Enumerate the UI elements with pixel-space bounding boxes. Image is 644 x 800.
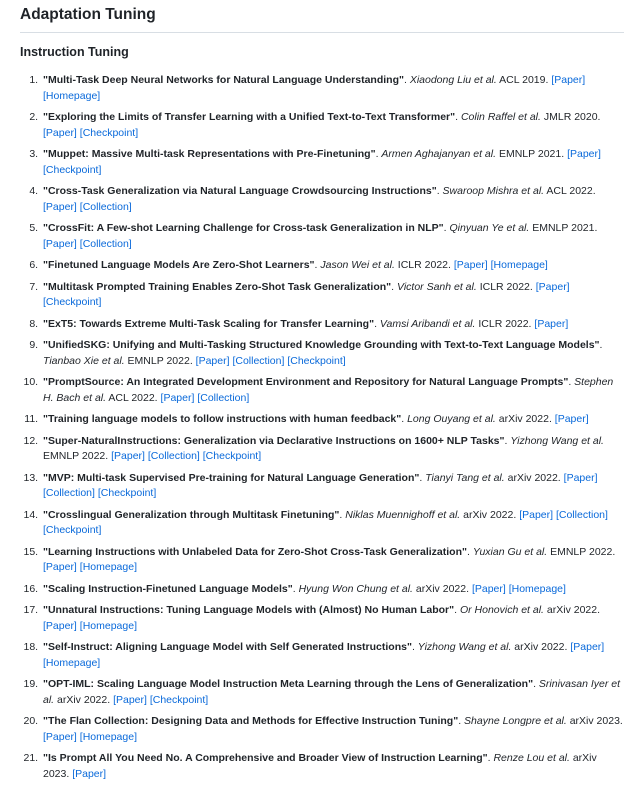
paper-authors: Yizhong Wang et al.: [510, 434, 604, 447]
subsection-heading-instruction-tuning: Instruction Tuning: [20, 45, 129, 59]
paper-title: "OPT-IML: Scaling Language Model Instruction Meta Learning through the Lens of Generalization": [43, 678, 534, 690]
paper-authors: Niklas Muennighoff et al.: [345, 508, 461, 521]
paper-link-paper[interactable]: [Paper]: [534, 317, 569, 330]
paper-link-paper[interactable]: [Paper]: [563, 471, 598, 484]
paper-link-paper[interactable]: [Paper]: [519, 508, 554, 521]
paper-authors: Yizhong Wang et al.: [417, 641, 512, 653]
paper-venue: ACL 2022.: [106, 391, 158, 404]
paper-link-paper[interactable]: [Paper]: [111, 450, 145, 462]
paper-link-paper[interactable]: [Paper]: [43, 200, 77, 213]
paper-link-checkpoint[interactable]: [Checkpoint]: [149, 693, 209, 706]
paper-venue: arXiv 2022.: [54, 693, 111, 706]
section-heading-adaptation-tuning: Adaptation Tuning: [20, 5, 624, 33]
paper-link-checkpoint[interactable]: [Checkpoint]: [202, 450, 262, 462]
paper-authors: Tianyi Tang et al.: [425, 471, 505, 484]
paper-link-paper[interactable]: [Paper]: [160, 391, 195, 404]
paper-venue: arXiv 2022.: [511, 641, 568, 653]
paper-link-checkpoint[interactable]: [Checkpoint]: [79, 126, 139, 139]
paper-authors: Xiaodong Liu et al.: [409, 74, 497, 86]
paper-link-paper[interactable]: [Paper]: [535, 280, 570, 293]
paper-item: 8. "ExT5: Towards Extreme Multi-Task Scaling for Transfer Learning". Vamsi Aribandi et al. ICLR 2022. [Paper]: [41, 317, 624, 333]
paper-link-collection[interactable]: [Collection]: [43, 487, 95, 499]
paper-link-collection[interactable]: [Collection]: [147, 450, 200, 462]
paper-authors: Swaroop Mishra et al.: [442, 185, 545, 197]
paper-link-paper[interactable]: [Paper]: [43, 619, 77, 632]
paper-title: "Finetuned Language Models Are Zero-Shot Learners": [43, 259, 315, 271]
paper-title: "Training language models to follow instructions with human feedback": [43, 413, 402, 425]
paper-item: 17. "Unnatural Instructions: Tuning Language Models with (Almost) No Human Labor". Or Honovich et al. arXiv 2022. [Paper] [Homepage]: [41, 603, 624, 634]
paper-item: 15. "Learning Instructions with Unlabeled Data for Zero-Shot Cross-Task Generalization". Yuxian Gu et al. EMNLP 2022. [Paper] [Homepage]: [41, 545, 624, 576]
paper-link-checkpoint[interactable]: [Checkpoint]: [43, 296, 102, 308]
paper-title: "Super-NaturalInstructions: Generalization via Declarative Instructions on 1600+ NLP Tasks": [43, 434, 505, 447]
paper-authors: Vamsi Aribandi et al.: [379, 317, 476, 330]
paper-authors: Stephen H. Bach et al.: [43, 376, 614, 404]
paper-item: 18. "Self-Instruct: Aligning Language Model with Self Generated Instructions". Yizhong Wang et al. arXiv 2022. [Paper] [Homepage]: [41, 640, 624, 671]
paper-title: "Self-Instruct: Aligning Language Model with Self Generated Instructions": [43, 641, 412, 653]
paper-venue: arXiv 2022.: [412, 582, 470, 595]
paper-venue: ACL 2022.: [544, 185, 596, 197]
paper-link-checkpoint[interactable]: [Checkpoint]: [287, 354, 346, 367]
paper-title: "Exploring the Limits of Transfer Learning with a Unified Text-to-Text Transformer": [43, 111, 456, 123]
paper-link-paper[interactable]: [Paper]: [43, 561, 77, 573]
paper-link-paper[interactable]: [Paper]: [551, 74, 586, 86]
paper-link-paper[interactable]: [Paper]: [195, 354, 230, 367]
paper-title: "The Flan Collection: Designing Data and Methods for Effective Instruction Tuning": [43, 715, 459, 727]
paper-link-homepage[interactable]: [Homepage]: [43, 89, 101, 102]
paper-title: "Crosslingual Generalization through Multitask Finetuning": [43, 508, 340, 521]
paper-item: 1. "Multi-Task Deep Neural Networks for Natural Language Understanding". Xiaodong Liu et al. ACL 2019. [Paper] [Homepage]: [41, 73, 624, 104]
paper-title: "Multi-Task Deep Neural Networks for Natural Language Understanding": [43, 74, 404, 86]
paper-title: "Learning Instructions with Unlabeled Data for Zero-Shot Cross-Task Generalization": [43, 545, 467, 558]
paper-title: "CrossFit: A Few-shot Learning Challenge for Cross-task Generalization in NLP": [43, 222, 444, 234]
paper-link-paper[interactable]: [Paper]: [72, 767, 107, 780]
paper-item: 13. "MVP: Multi-task Supervised Pre-training for Natural Language Generation". Tianyi Tang et al. arXiv 2022. [Paper] [Collection] [Checkpoint]: [41, 471, 624, 502]
paper-title: "Scaling Instruction-Finetuned Language Models": [43, 582, 293, 595]
paper-venue: EMNLP 2021.: [529, 222, 598, 234]
instruction-tuning-paper-list: [20, 73, 624, 782]
paper-item: 20. "The Flan Collection: Designing Data and Methods for Effective Instruction Tuning". Shayne Longpre et al. arXiv 2023. [Paper] [Homepage]: [41, 714, 624, 745]
paper-link-homepage[interactable]: [Homepage]: [79, 561, 137, 573]
paper-item: 6. "Finetuned Language Models Are Zero-Shot Learners". Jason Wei et al. ICLR 2022. [Paper] [Homepage]: [41, 258, 624, 274]
paper-item: 10. "PromptSource: An Integrated Development Environment and Repository for Natural Language Prompts". Stephen H. Bach et al. ACL 2022. [Paper] [Collection]: [41, 375, 624, 406]
paper-item: 21. "Is Prompt All You Need No. A Comprehensive and Broader View of Instruction Learning". Renze Lou et al. arXiv 2023. [Paper]: [41, 751, 624, 782]
paper-item: 16. "Scaling Instruction-Finetuned Language Models". Hyung Won Chung et al. arXiv 2022. [Paper] [Homepage]: [41, 582, 624, 598]
paper-link-checkpoint[interactable]: [Checkpoint]: [43, 524, 102, 536]
paper-venue: arXiv 2022.: [495, 413, 552, 425]
paper-link-collection[interactable]: [Collection]: [79, 200, 132, 213]
paper-link-homepage[interactable]: [Homepage]: [508, 582, 566, 595]
paper-link-collection[interactable]: [Collection]: [232, 354, 285, 367]
paper-link-checkpoint[interactable]: [Checkpoint]: [43, 163, 102, 176]
paper-item: 5. "CrossFit: A Few-shot Learning Challenge for Cross-task Generalization in NLP". Qinyuan Ye et al. EMNLP 2021. [Paper] [Collection]: [41, 221, 624, 252]
paper-venue: arXiv 2023.: [566, 715, 623, 727]
paper-authors: Colin Raffel et al.: [460, 111, 541, 123]
paper-venue: JMLR 2020.: [540, 111, 601, 123]
paper-venue: ICLR 2022.: [475, 317, 532, 330]
paper-item: 3. "Muppet: Massive Multi-task Representations with Pre-Finetuning". Armen Aghajanyan et al. EMNLP 2021. [Paper] [Checkpoint]: [41, 147, 624, 178]
paper-item: 4. "Cross-Task Generalization via Natural Language Crowdsourcing Instructions". Swaroop Mishra et al. ACL 2022. [Paper] [Collection]: [41, 184, 624, 215]
paper-item: 7. "Multitask Prompted Training Enables Zero-Shot Task Generalization". Victor Sanh et al. ICLR 2022. [Paper] [Checkpoint]: [41, 280, 624, 311]
paper-link-checkpoint[interactable]: [Checkpoint]: [97, 487, 157, 499]
paper-item: 9. "UnifiedSKG: Unifying and Multi-Tasking Structured Knowledge Grounding with Text-to-Text Language Models". Tianbao Xie et al. EMNLP 2022. [Paper] [Collection] [Checkpoint]: [41, 338, 624, 369]
paper-item: 2. "Exploring the Limits of Transfer Learning with a Unified Text-to-Text Transformer". Colin Raffel et al. JMLR 2020. [Paper] [Checkpoint]: [41, 110, 624, 141]
paper-venue: arXiv 2023.: [43, 752, 597, 780]
paper-authors: Shayne Longpre et al.: [464, 715, 567, 727]
paper-link-collection[interactable]: [Collection]: [79, 237, 132, 250]
paper-title: "Cross-Task Generalization via Natural Language Crowdsourcing Instructions": [43, 185, 437, 197]
paper-title: "ExT5: Towards Extreme Multi-Task Scaling for Transfer Learning": [43, 317, 375, 330]
paper-link-homepage[interactable]: [Homepage]: [79, 730, 137, 743]
paper-link-homepage[interactable]: [Homepage]: [43, 656, 101, 669]
paper-link-paper[interactable]: [Paper]: [554, 413, 589, 425]
paper-link-paper[interactable]: [Paper]: [43, 126, 77, 139]
paper-item: 11. "Training language models to follow instructions with human feedback". Long Ouyang et al. arXiv 2022. [Paper]: [41, 412, 624, 428]
paper-item: 19. "OPT-IML: Scaling Language Model Instruction Meta Learning through the Lens of Generalization". Srinivasan Iyer et al. arXiv 2022. [Paper] [Checkpoint]: [41, 677, 624, 708]
paper-authors: Renze Lou et al.: [493, 752, 570, 764]
paper-title: "UnifiedSKG: Unifying and Multi-Tasking Structured Knowledge Grounding with Text-to-Text Language Models": [43, 339, 600, 351]
paper-authors: Armen Aghajanyan et al.: [381, 148, 497, 160]
paper-authors: Victor Sanh et al.: [397, 280, 477, 293]
paper-venue: EMNLP 2022.: [43, 450, 109, 462]
paper-link-paper[interactable]: [Paper]: [567, 148, 601, 160]
paper-authors: Or Honovich et al.: [459, 604, 544, 616]
paper-link-paper[interactable]: [Paper]: [43, 730, 77, 743]
paper-link-paper[interactable]: [Paper]: [43, 237, 77, 250]
paper-venue: EMNLP 2021.: [496, 148, 565, 160]
paper-title: "Unnatural Instructions: Tuning Language Models with (Almost) No Human Labor": [43, 604, 455, 616]
paper-authors: Long Ouyang et al.: [407, 413, 496, 425]
paper-link-paper[interactable]: [Paper]: [453, 259, 488, 271]
paper-link-collection[interactable]: [Collection]: [555, 508, 608, 521]
paper-link-paper[interactable]: [Paper]: [113, 693, 147, 706]
paper-authors: Hyung Won Chung et al.: [298, 582, 413, 595]
paper-authors: Jason Wei et al.: [320, 259, 395, 271]
paper-venue: ICLR 2022.: [394, 259, 451, 271]
paper-venue: ICLR 2022.: [476, 280, 533, 293]
paper-venue: arXiv 2022.: [460, 508, 517, 521]
paper-link-collection[interactable]: [Collection]: [197, 391, 250, 404]
paper-venue: EMNLP 2022.: [124, 354, 193, 367]
paper-title: "MVP: Multi-task Supervised Pre-training for Natural Language Generation": [43, 471, 420, 484]
paper-link-paper[interactable]: [Paper]: [471, 582, 506, 595]
paper-authors: Yuxian Gu et al.: [472, 545, 548, 558]
paper-item: 14. "Crosslingual Generalization through Multitask Finetuning". Niklas Muennighoff et al. arXiv 2022. [Paper] [Collection] [Checkpoint]: [41, 508, 624, 539]
paper-link-homepage[interactable]: [Homepage]: [79, 619, 137, 632]
paper-authors: Srinivasan Iyer et al.: [43, 678, 621, 706]
paper-venue: ACL 2019.: [496, 74, 549, 86]
paper-item: 12. "Super-NaturalInstructions: Generalization via Declarative Instructions on 1600+ NLP Tasks". Yizhong Wang et al. EMNLP 2022. [Paper] [Collection] [Checkpoint]: [41, 434, 624, 465]
paper-venue: arXiv 2022.: [504, 471, 561, 484]
paper-title: "PromptSource: An Integrated Development Environment and Repository for Natural Language Prompts": [43, 376, 569, 388]
paper-venue: EMNLP 2022.: [547, 545, 616, 558]
paper-title: "Muppet: Massive Multi-task Representations with Pre-Finetuning": [43, 148, 376, 160]
paper-authors: Qinyuan Ye et al.: [449, 222, 530, 234]
paper-title: "Multitask Prompted Training Enables Zero-Shot Task Generalization": [43, 280, 392, 293]
paper-link-homepage[interactable]: [Homepage]: [490, 259, 548, 271]
paper-title: "Is Prompt All You Need No. A Comprehensive and Broader View of Instruction Learning": [43, 752, 488, 764]
paper-authors: Tianbao Xie et al.: [43, 354, 125, 367]
paper-venue: arXiv 2022.: [543, 604, 601, 616]
paper-link-paper[interactable]: [Paper]: [570, 641, 605, 653]
